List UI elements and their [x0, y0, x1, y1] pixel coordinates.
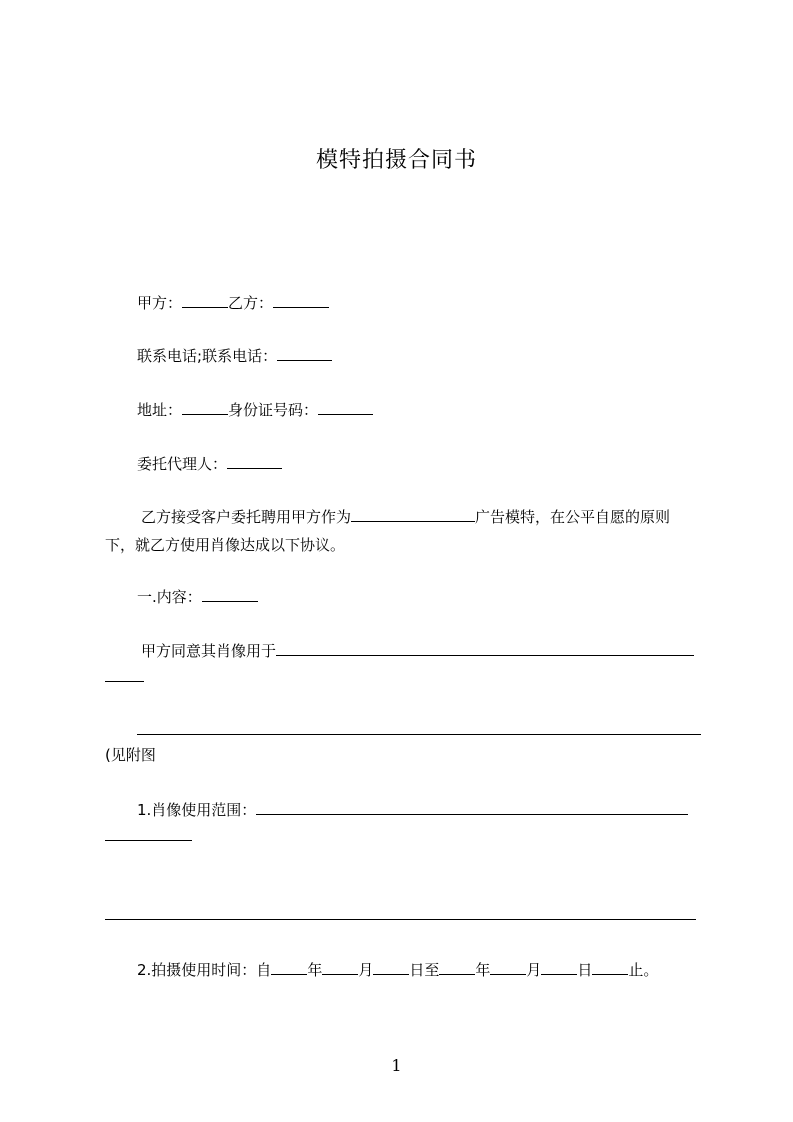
start-month-blank[interactable]: [322, 959, 358, 975]
phone-b-label: 联系电话：: [202, 347, 278, 365]
para1-line2: 下，就乙方使用肖像达成以下协议。: [105, 536, 346, 554]
section1-line: [137, 586, 258, 607]
document-title: 模特拍摄合同书: [315, 148, 477, 173]
usage-blank-2[interactable]: [105, 681, 144, 682]
start-day-blank[interactable]: [373, 959, 409, 975]
para1-line1: [141, 506, 670, 527]
phone-b-blank[interactable]: [277, 345, 332, 361]
end-day-blank[interactable]: [541, 959, 577, 975]
end-label: 止。: [628, 961, 659, 979]
usage-blank-1[interactable]: [276, 640, 694, 656]
content-blank[interactable]: [202, 586, 258, 602]
time-line: [137, 959, 658, 980]
usage-text: 甲方同意其肖像用于: [141, 642, 277, 660]
phone-a-label: 联系电话;: [137, 347, 203, 365]
year-label-1: 年: [307, 961, 323, 979]
page-number: 1: [391, 1056, 402, 1075]
id-blank[interactable]: [318, 399, 373, 415]
usage-blank-3[interactable]: [137, 734, 701, 735]
scope-label: 1.肖像使用范围：: [137, 801, 257, 819]
day-to-label: 日至: [409, 961, 440, 979]
time-label: 2.拍摄使用时间：自: [137, 961, 272, 979]
party-a-blank[interactable]: [182, 292, 228, 308]
party-line: [137, 292, 329, 313]
year-label-2: 年: [475, 961, 491, 979]
scope-blank-3[interactable]: [105, 919, 696, 920]
scope-blank-2[interactable]: [105, 840, 192, 841]
section1-label: 一.内容：: [137, 588, 202, 606]
day-label-2: 日: [577, 961, 593, 979]
ad-type-blank[interactable]: [351, 506, 475, 522]
scope-line: [137, 799, 688, 820]
party-b-label: 乙方：: [228, 294, 274, 312]
scope-blank-1[interactable]: [256, 799, 688, 815]
month-label-1: 月: [358, 961, 374, 979]
party-a-label: 甲方：: [137, 294, 183, 312]
address-line: [137, 399, 373, 420]
usage-line: [141, 640, 694, 661]
month-label-2: 月: [526, 961, 542, 979]
start-year-blank[interactable]: [271, 959, 307, 975]
phone-line: [137, 345, 332, 366]
end-extra-blank[interactable]: [592, 959, 628, 975]
agent-blank[interactable]: [227, 453, 282, 469]
attach-text: (见附图: [105, 746, 156, 764]
agent-label: 委托代理人：: [137, 455, 228, 473]
end-month-blank[interactable]: [490, 959, 526, 975]
id-label: 身份证号码：: [228, 401, 319, 419]
address-label: 地址：: [137, 401, 183, 419]
address-blank[interactable]: [182, 399, 228, 415]
para1-start: 乙方接受客户委托聘用甲方作为: [141, 508, 352, 526]
agent-line: [137, 453, 282, 474]
end-year-blank[interactable]: [439, 959, 475, 975]
para1-end: 广告模特，在公平自愿的原则: [475, 508, 671, 526]
party-b-blank[interactable]: [273, 292, 329, 308]
